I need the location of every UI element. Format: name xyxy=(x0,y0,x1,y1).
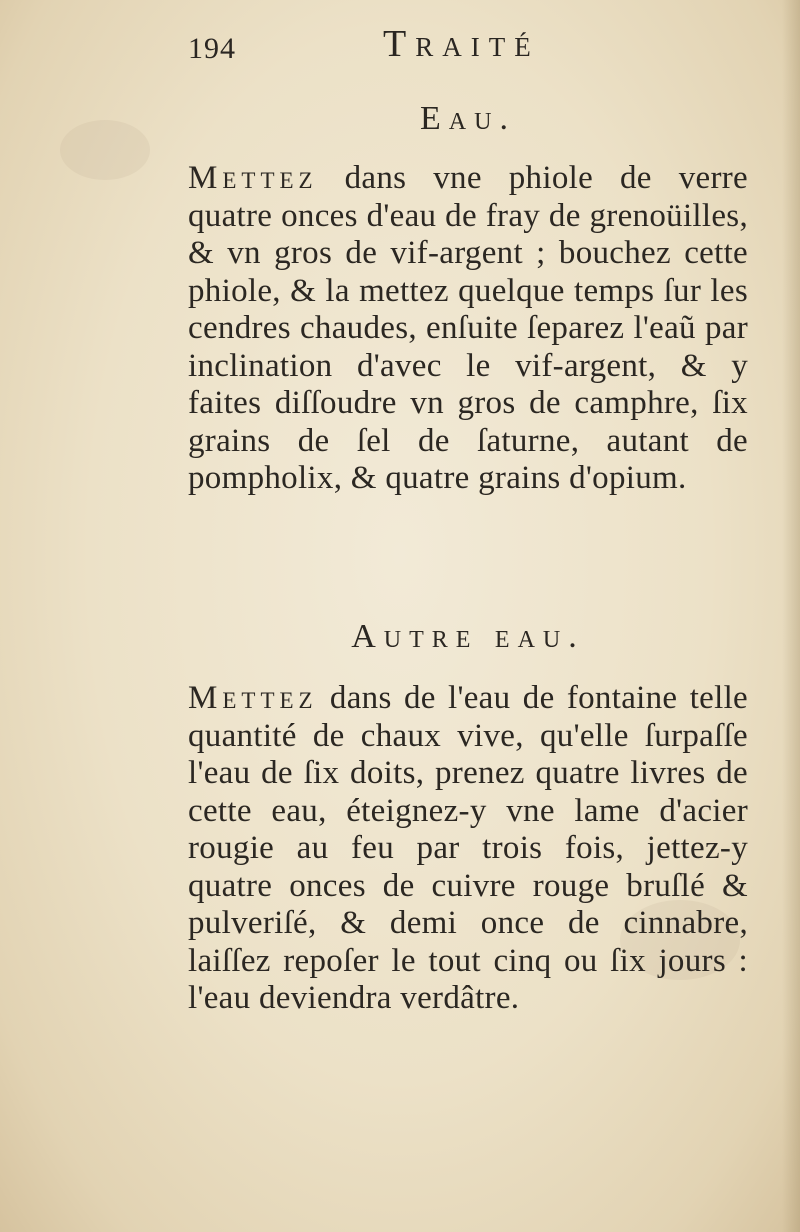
running-head xyxy=(188,22,608,72)
paragraph xyxy=(188,160,748,498)
section-heading: Autre eau. xyxy=(351,618,585,655)
page-number: 194 xyxy=(188,32,236,65)
running-title: Traité xyxy=(383,23,540,65)
paragraph-body: dans vne phiole de verre quatre onces d'eau de fray de grenoüilles, & vn gros de vif-argent ; bouchez cette phiole, & la mettez quelque temps ſur les cendres chaudes, enſuite ſeparez l'eaũ par inclination d'avec le vif-argent, & y faites diſſoudre vn gros de camphre, ſix grains de ſel de ſaturne, autant de pompholix, & quatre grains d'opium. xyxy=(188,160,748,496)
paper-stain xyxy=(60,120,150,180)
paragraph xyxy=(188,680,748,1018)
paragraph-lead: Mettez xyxy=(188,160,318,196)
paragraph-body: dans de l'eau de fontaine telle quantité de chaux vive, qu'elle ſurpaſſe l'eau de ſix doits, prenez quatre livres de cette eau, éteignez-y vne lame d'acier rougie au feu par trois fois, jettez-y quatre onces de cuivre rouge bruſlé & pulveriſé, & demi once de cinnabre, laiſſez repoſer le tout cinq ou ſix jours : l'eau deviendra verdâtre. xyxy=(188,680,748,1016)
section-heading: Eau. xyxy=(420,100,516,137)
paragraph-lead: Mettez xyxy=(188,680,318,716)
